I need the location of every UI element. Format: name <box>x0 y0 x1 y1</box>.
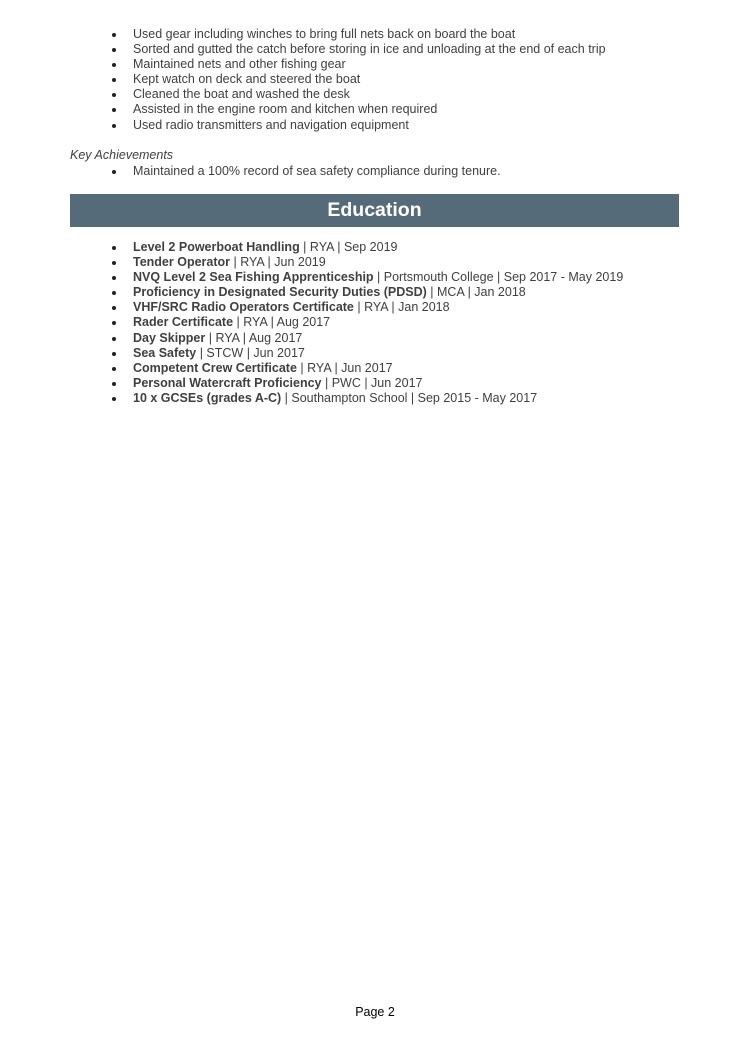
achievements-list <box>70 164 501 179</box>
page-number: Page 2 <box>355 1005 395 1019</box>
education-item <box>70 240 623 255</box>
duty-item <box>70 87 606 102</box>
duty-item <box>70 118 606 133</box>
education-qualification: Day Skipper <box>133 330 206 345</box>
bullet-icon <box>112 93 116 97</box>
bullet-icon <box>112 48 116 52</box>
bullet-icon <box>112 321 116 325</box>
duty-text: Sorted and gutted the catch before storing in ice and unloading at the end of each trip <box>133 42 606 57</box>
education-details: | RYA | Jun 2019 <box>230 255 326 270</box>
education-item <box>70 315 623 330</box>
duty-item <box>70 27 606 42</box>
education-details: | RYA | Sep 2019 <box>299 240 398 254</box>
bullet-icon <box>112 352 116 356</box>
education-details: | RYA | Aug 2017 <box>205 330 303 345</box>
achievement-item <box>70 164 501 179</box>
bullet-icon <box>112 397 116 401</box>
duty-text: Kept watch on deck and steered the boat <box>133 72 361 87</box>
education-details: | PWC | Jun 2017 <box>321 375 423 390</box>
bullet-icon <box>112 306 116 310</box>
education-qualification: NVQ Level 2 Sea Fishing Apprenticeship <box>133 270 374 285</box>
duty-text: Cleaned the boat and washed the desk <box>133 87 350 102</box>
bullet-icon <box>112 124 116 128</box>
education-item <box>70 346 623 361</box>
bullet-icon <box>112 291 116 295</box>
bullet-icon <box>112 382 116 386</box>
duty-item <box>70 57 606 72</box>
education-item <box>70 300 623 315</box>
education-item <box>70 270 623 285</box>
duty-item <box>70 72 606 87</box>
bullet-icon <box>112 78 116 82</box>
education-item <box>70 376 623 391</box>
education-qualification: VHF/SRC Radio Operators Certificate <box>133 300 354 315</box>
bullet-icon <box>112 33 116 37</box>
education-item <box>70 285 623 300</box>
education-details: | RYA | Jan 2018 <box>353 300 450 315</box>
bullet-icon <box>112 63 116 67</box>
duty-text: Used gear including winches to bring full nets back on board the boat <box>133 27 516 41</box>
bullet-icon <box>112 261 116 265</box>
key-achievements-label: Key Achievements <box>70 148 174 162</box>
education-qualification: Tender Operator <box>133 255 231 270</box>
education-qualification: Proficiency in Designated Security Duties (PDSD) <box>133 285 427 300</box>
bullet-icon <box>112 337 116 341</box>
duty-text: Used radio transmitters and navigation equipment <box>133 117 409 132</box>
education-details: | RYA | Jun 2017 <box>296 360 393 375</box>
education-qualification: Sea Safety <box>133 345 197 360</box>
achievement-text: Maintained a 100% record of sea safety compliance during tenure. <box>133 164 501 178</box>
education-qualification: Competent Crew Certificate <box>133 360 297 375</box>
education-qualification: Rader Certificate <box>133 315 234 330</box>
education-section-header: Education <box>70 194 679 227</box>
bullet-icon <box>112 108 116 112</box>
education-item <box>70 391 623 406</box>
education-details: | STCW | Jun 2017 <box>196 345 305 360</box>
duty-item <box>70 42 606 57</box>
education-list <box>70 240 623 406</box>
education-qualification: Level 2 Powerboat Handling <box>133 240 300 254</box>
duties-list <box>70 27 606 133</box>
education-qualification: Personal Watercraft Proficiency <box>133 375 322 390</box>
duty-item <box>70 102 606 117</box>
education-details: | Southampton School | Sep 2015 - May 2017 <box>281 390 538 405</box>
duty-text: Maintained nets and other fishing gear <box>133 57 346 72</box>
bullet-icon <box>112 246 116 250</box>
education-details: | MCA | Jan 2018 <box>426 285 526 300</box>
education-item <box>70 255 623 270</box>
education-details: | RYA | Aug 2017 <box>233 315 331 330</box>
education-item <box>70 331 623 346</box>
education-item <box>70 361 623 376</box>
bullet-icon <box>112 367 116 371</box>
bullet-icon <box>112 170 116 174</box>
education-qualification: 10 x GCSEs (grades A-C) <box>133 390 282 405</box>
duty-text: Assisted in the engine room and kitchen when required <box>133 102 438 117</box>
bullet-icon <box>112 276 116 280</box>
education-details: | Portsmouth College | Sep 2017 - May 2019 <box>373 270 624 285</box>
